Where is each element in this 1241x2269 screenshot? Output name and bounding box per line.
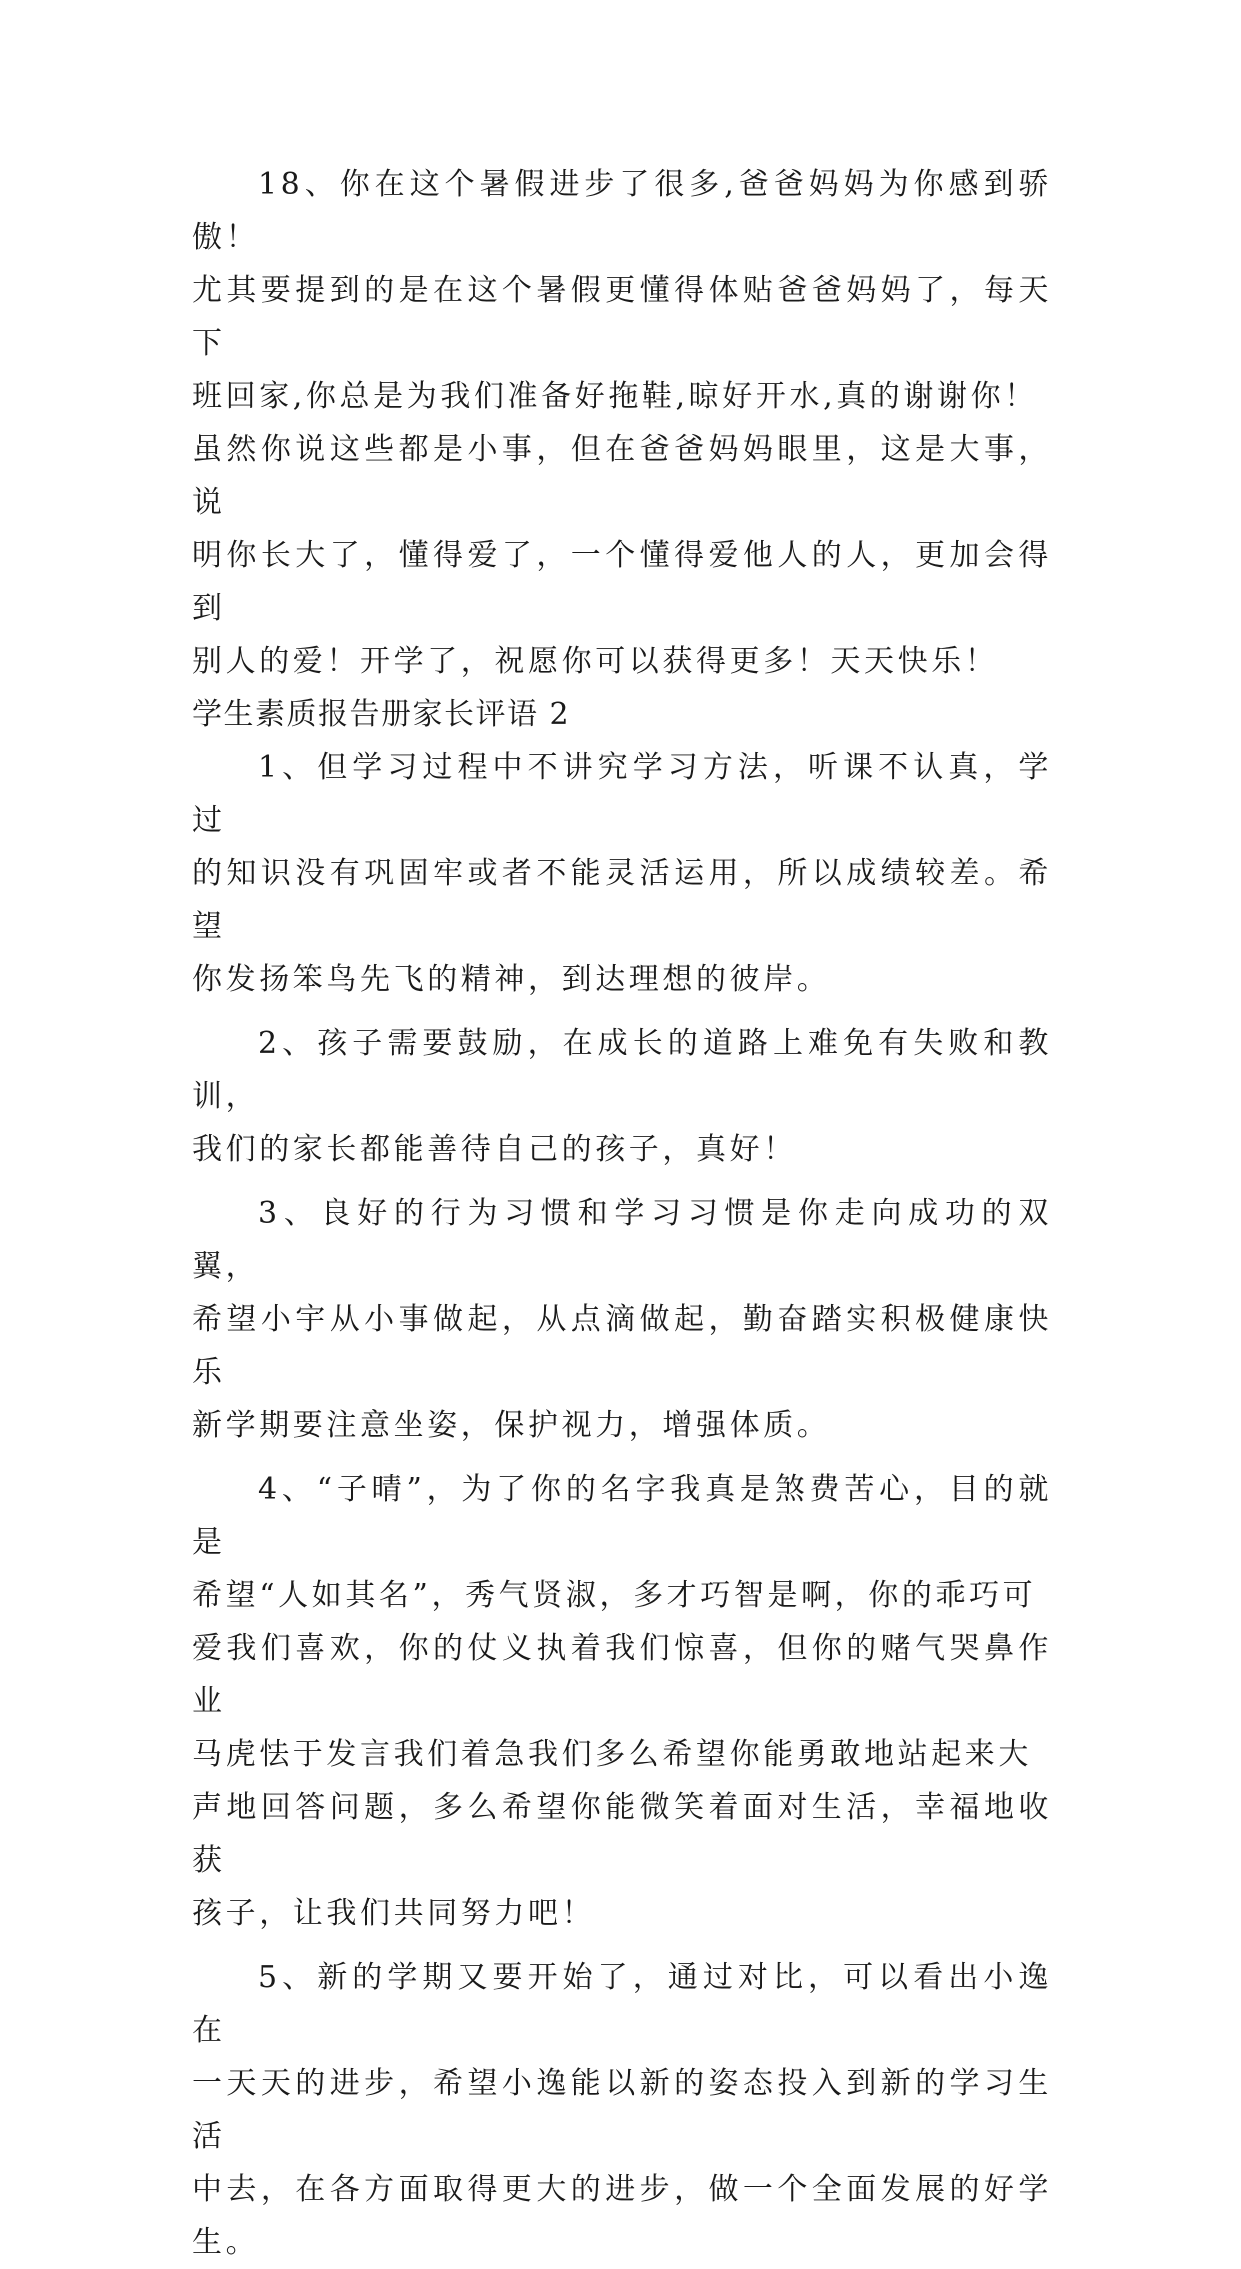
text-line: 一天天的进步，希望小逸能以新的姿态投入到新的学习生活	[192, 2066, 1052, 2154]
text-line: 1、但学习过程中不讲究学习方法，听课不认真，学过	[192, 750, 1052, 838]
text-line: 3、良好的行为习惯和学习习惯是你走向成功的双翼，	[192, 1196, 1052, 1284]
paragraph-5	[192, 1951, 1052, 2269]
text-line: 你发扬笨鸟先飞的精神，到达理想的彼岸。	[192, 962, 831, 997]
text-line: 别人的爱！开学了，祝愿你可以获得更多！天天快乐！	[192, 644, 999, 679]
section-heading: 学生素质报告册家长评语 2	[192, 697, 571, 732]
document-page	[192, 158, 1052, 2269]
text-line: 的知识没有巩固牢或者不能灵活运用，所以成绩较差。希望	[192, 856, 1052, 944]
text-line: 希望“人如其名”，秀气贤淑，多才巧智是啊，你的乖巧可	[192, 1578, 1037, 1613]
paragraph-2	[192, 1017, 1052, 1176]
text-line: 我们的家长都能善待自己的孩子，真好！	[192, 1132, 797, 1167]
text-line: 孩子，让我们共同努力吧！	[192, 1896, 596, 1931]
paragraph-18	[192, 158, 1052, 688]
text-line: 马虎怯于发言我们着急我们多么希望你能勇敢地站起来大	[192, 1737, 1032, 1772]
text-line: 明你长大了，懂得爱了，一个懂得爱他人的人，更加会得到	[192, 538, 1052, 626]
text-line: 18、你在这个暑假进步了很多,爸爸妈妈为你感到骄傲！	[192, 167, 1052, 255]
text-line: 声地回答问题，多么希望你能微笑着面对生活，幸福地收获	[192, 1790, 1052, 1878]
text-line: 4、“子晴”，为了你的名字我真是煞费苦心，目的就是	[192, 1472, 1052, 1560]
paragraph-4	[192, 1463, 1052, 1940]
text-line: 尤其要提到的是在这个暑假更懂得体贴爸爸妈妈了，每天下	[192, 273, 1052, 361]
text-line: 新学期要注意坐姿，保护视力，增强体质。	[192, 1408, 831, 1443]
paragraph-1	[192, 741, 1052, 1006]
text-line: 虽然你说这些都是小事，但在爸爸妈妈眼里，这是大事，说	[192, 432, 1052, 520]
text-line: 5、新的学期又要开始了，通过对比，可以看出小逸在	[192, 1960, 1052, 2048]
paragraph-3	[192, 1187, 1052, 1452]
text-line: 爱我们喜欢，你的仗义执着我们惊喜，但你的赌气哭鼻作业	[192, 1631, 1052, 1719]
text-line: 中去，在各方面取得更大的进步，做一个全面发展的好学生。	[192, 2172, 1052, 2260]
text-line: 2、孩子需要鼓励，在成长的道路上难免有失败和教训，	[192, 1026, 1052, 1114]
text-line: 班回家,你总是为我们准备好拖鞋,晾好开水,真的谢谢你！	[192, 379, 1038, 414]
text-line: 希望小宇从小事做起，从点滴做起，勤奋踏实积极健康快乐	[192, 1302, 1052, 1390]
